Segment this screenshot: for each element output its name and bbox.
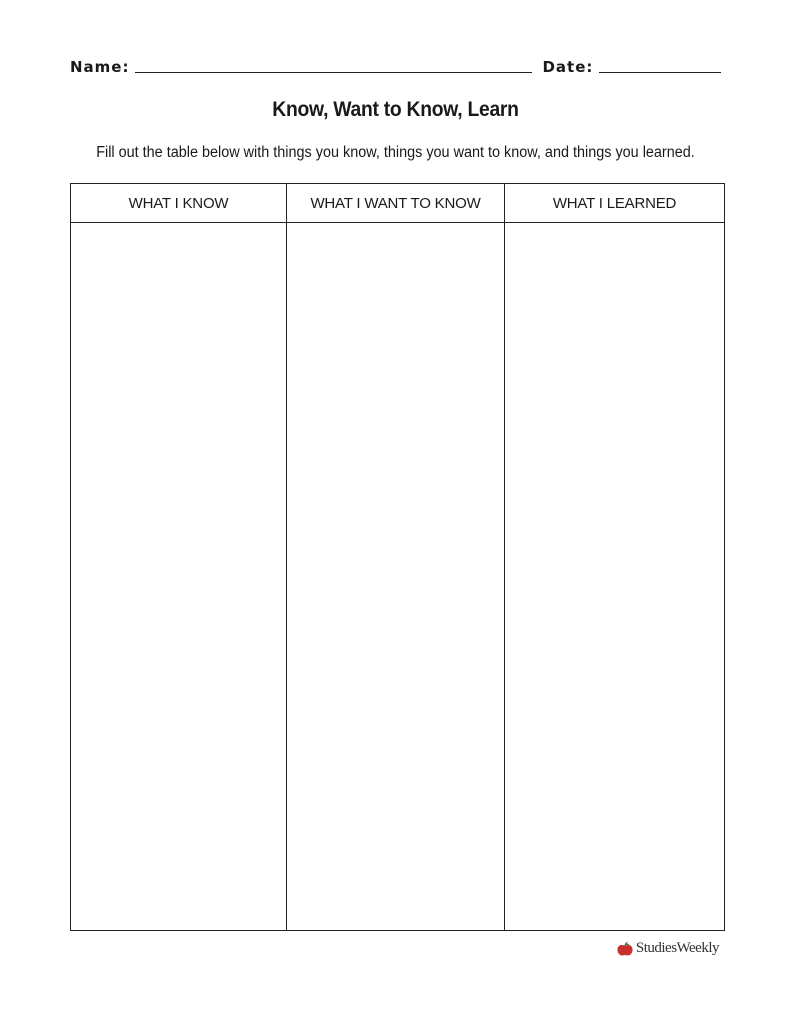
apple-icon (616, 942, 634, 956)
want-to-know-cell[interactable] (287, 223, 505, 931)
know-cell[interactable] (71, 223, 287, 931)
column-header-want-to-know: WHAT I WANT TO KNOW (287, 184, 505, 223)
date-label: Date: (542, 58, 594, 76)
brand-name: StudiesWeekly (635, 940, 719, 956)
brand-logo (616, 940, 719, 957)
header-row (70, 52, 721, 76)
date-field[interactable] (599, 72, 721, 73)
column-header-learned: WHAT I LEARNED (505, 184, 725, 223)
table-header-row (71, 184, 725, 223)
instructions-text: Fill out the table below with things you know, things you want to know, and things you learned. (96, 144, 695, 161)
learned-cell[interactable] (505, 223, 725, 931)
name-label: Name: (70, 58, 130, 76)
column-header-know: WHAT I KNOW (71, 184, 287, 223)
kwl-table (70, 183, 725, 931)
table-row (71, 223, 725, 931)
name-field[interactable] (135, 72, 532, 73)
page-title: Know, Want to Know, Learn (272, 98, 519, 121)
